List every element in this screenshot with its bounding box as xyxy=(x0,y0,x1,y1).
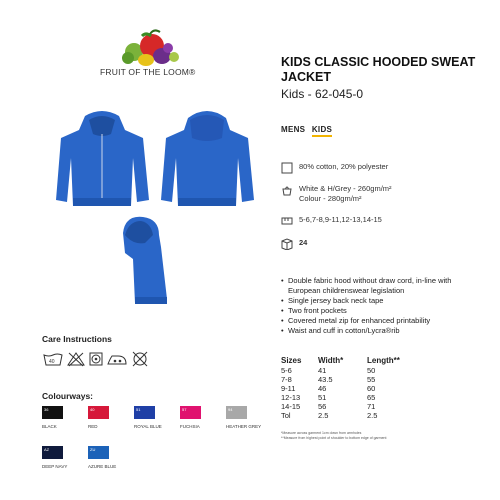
width-cell: 51 xyxy=(318,393,327,402)
length-cell: 55 xyxy=(367,375,376,384)
length-cell: 71 xyxy=(367,402,376,411)
size-cell: 9-11 xyxy=(281,384,296,393)
hoodie-side-image xyxy=(115,213,175,308)
width-cell: 41 xyxy=(318,366,327,375)
colour-name: DEEP NAVY xyxy=(42,464,68,469)
gender-kids-link[interactable]: KIDS xyxy=(312,125,332,137)
table-row xyxy=(281,393,400,402)
colour-code: 40 xyxy=(90,407,95,412)
spec-sizes xyxy=(281,215,382,227)
length-cell: 50 xyxy=(367,366,376,375)
feature-item: • Single jersey back neck tape xyxy=(281,296,486,306)
care-icons xyxy=(42,349,162,369)
size-cell: 5-6 xyxy=(281,366,292,375)
colour-swatch[interactable] xyxy=(180,406,201,419)
colour-code: 51 xyxy=(136,407,141,412)
spec-pack-text: 24 xyxy=(299,238,308,247)
width-cell: 56 xyxy=(318,402,327,411)
care-title: Care Instructions xyxy=(42,334,112,344)
table-row xyxy=(281,384,400,393)
colourways-title: Colourways: xyxy=(42,391,94,401)
colour-name: BLACK xyxy=(42,424,57,429)
length-cell: 65 xyxy=(367,393,376,402)
colour-swatch[interactable] xyxy=(134,406,155,419)
measurement-note-length: **Measure from highest point of shoulder to bottom edge of garment xyxy=(281,435,387,440)
table-row xyxy=(281,375,400,384)
colour-code: 94 xyxy=(228,407,233,412)
colour-name: FUCHSIA xyxy=(180,424,200,429)
colour-name: RED xyxy=(88,424,98,429)
size-cell: 12-13 xyxy=(281,393,301,402)
colour-swatch[interactable] xyxy=(42,406,63,419)
size-header: Sizes xyxy=(281,356,302,365)
colour-code: 36 xyxy=(44,407,49,412)
measurement-notes xyxy=(281,431,481,440)
length-cell: 60 xyxy=(367,384,376,393)
colour-name: AZURE BLUE xyxy=(88,464,117,469)
tumble-dry-icon xyxy=(90,353,102,365)
no-dry-clean-icon xyxy=(133,352,147,366)
colour-swatch[interactable] xyxy=(226,406,247,419)
size-cell: 14-15 xyxy=(281,402,301,411)
width-cell: 43.5 xyxy=(318,375,333,384)
size-cell: Tol xyxy=(281,411,291,420)
colour-name: ROYAL BLUE xyxy=(134,424,162,429)
feature-item: • Waist and cuff in cotton/Lycra®rib xyxy=(281,326,486,336)
length-cell: 2.5 xyxy=(367,411,378,420)
gender-mens-link[interactable]: MENS xyxy=(281,125,306,134)
table-row xyxy=(281,366,400,375)
size-table xyxy=(281,356,400,420)
product-title: KIDS CLASSIC HOODED SWEAT JACKET xyxy=(281,55,476,84)
hoodie-front-image xyxy=(55,108,150,213)
colour-code: ZU xyxy=(90,447,96,452)
table-row xyxy=(281,402,400,411)
feature-item: • Two front pockets xyxy=(281,306,486,316)
no-bleach-icon xyxy=(68,353,84,366)
width-cell: 46 xyxy=(318,384,327,393)
table-row xyxy=(281,411,400,420)
feature-item: • Covered metal zip for enhanced printability xyxy=(281,316,486,326)
gender-selector xyxy=(281,125,332,134)
spec-fabric xyxy=(281,162,388,174)
box-icon xyxy=(281,238,293,250)
weight-icon xyxy=(281,184,293,196)
length-header: Length** xyxy=(367,356,400,365)
spec-weight xyxy=(281,184,392,204)
colour-swatch[interactable] xyxy=(42,446,63,459)
colour-swatch[interactable] xyxy=(88,406,109,419)
size-cell: 7-8 xyxy=(281,375,292,384)
measurement-note-width: *Measure across garment 1cm down from armholes xyxy=(281,431,362,435)
wash-40-icon xyxy=(44,354,62,365)
width-header: Width* xyxy=(318,356,344,365)
brand-logo-text: FRUIT OF THE LOOM® xyxy=(100,67,196,77)
colour-name: HEATHER GREY xyxy=(226,424,262,429)
ruler-icon xyxy=(281,215,293,227)
fabric-square-icon xyxy=(281,162,293,174)
feature-item: • Double fabric hood without draw cord, in-line with European childrenswear legislation xyxy=(281,276,486,295)
colour-swatch[interactable] xyxy=(88,446,109,459)
colour-code: 57 xyxy=(182,407,187,412)
product-code: Kids - 62-045-0 xyxy=(281,87,364,101)
spec-weight-line2: Colour - 280gm/m² xyxy=(299,194,362,203)
hoodie-back-image xyxy=(160,108,255,213)
feature-list xyxy=(281,276,486,336)
width-cell: 2.5 xyxy=(318,411,329,420)
spec-pack xyxy=(281,238,307,250)
spec-fabric-text: 80% cotton, 20% polyester xyxy=(299,162,389,171)
colour-code: AZ xyxy=(44,447,50,452)
iron-icon xyxy=(108,356,126,364)
spec-sizes-text: 5-6,7-8,9-11,12-13,14-15 xyxy=(299,215,382,224)
spec-weight-line1: White & H/Grey - 260gm/m² xyxy=(299,184,392,193)
svg-text:40: 40 xyxy=(49,359,55,365)
